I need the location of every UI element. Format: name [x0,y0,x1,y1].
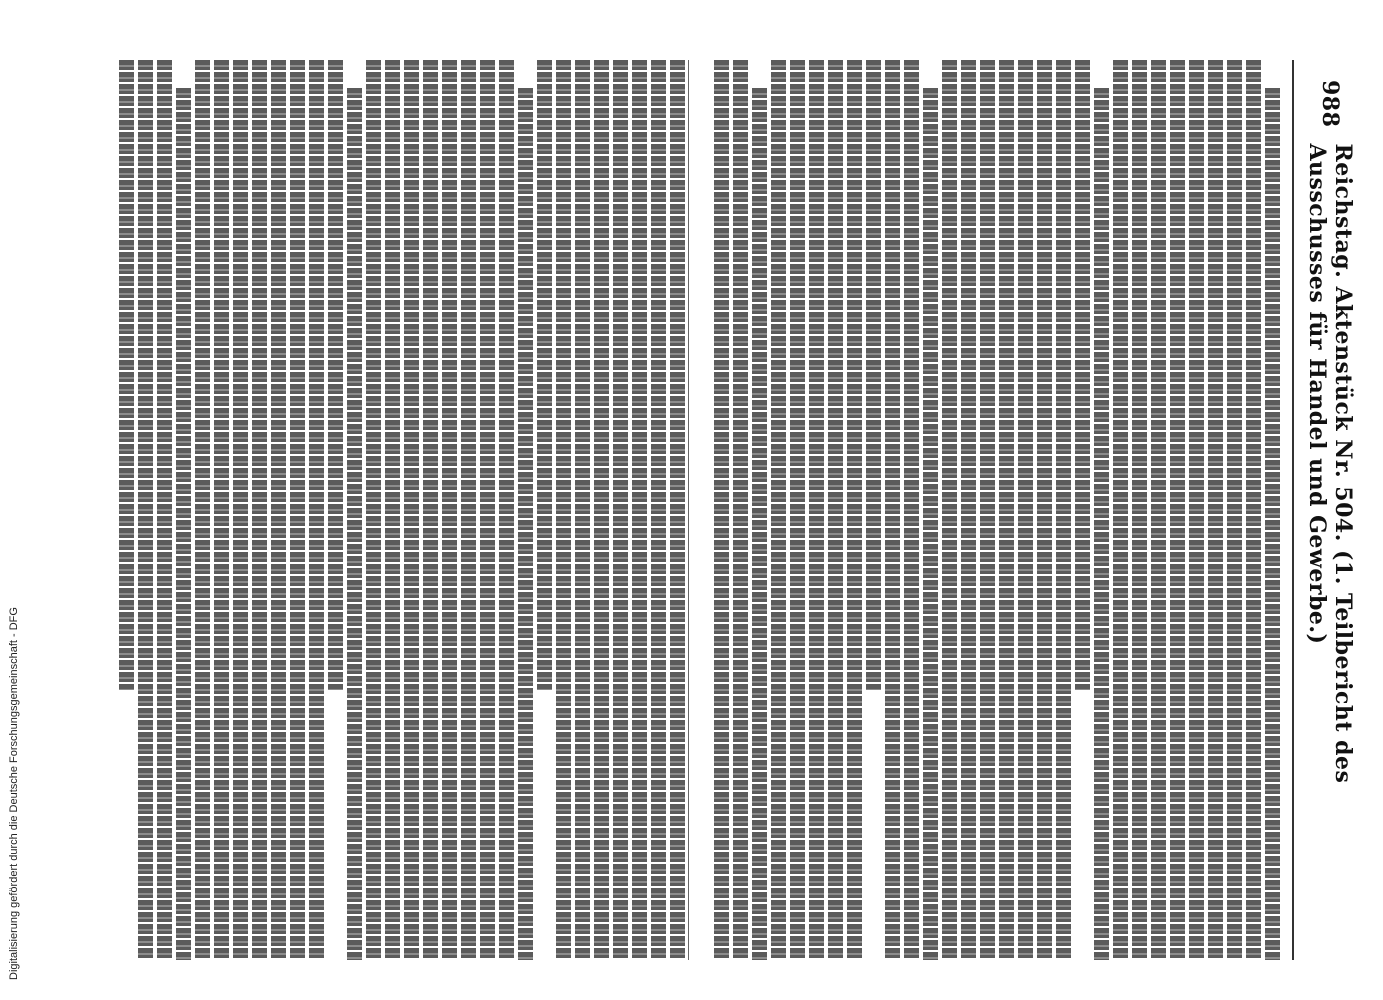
text-line [961,60,976,960]
text-line [733,60,748,960]
text-line [518,88,533,960]
text-line [651,60,666,960]
text-line [385,60,400,960]
text-line [752,88,767,960]
digitization-note: Digitalisierung gefördert durch die Deutsche Forschungsgemeinschaft - DFG [8,607,20,980]
text-column-right [690,60,1280,960]
text-line [1208,60,1223,960]
text-line [290,60,305,960]
text-line [233,60,248,960]
page-title: Reichstag. Aktenstück Nr. 504. (1. Teilbericht des Ausschusses für Handel und Gewerbe.) [1304,143,1356,784]
text-line [1056,60,1071,960]
text-column-left [95,60,685,960]
text-line [347,88,362,960]
text-line [1113,60,1128,960]
text-line [809,60,824,960]
page-number: 988 [1317,80,1343,128]
header-rule [1292,60,1294,960]
text-line [1189,60,1204,960]
text-line [575,60,590,960]
text-line [790,60,805,960]
text-line [480,60,495,960]
text-line [499,60,514,960]
text-line [461,60,476,960]
text-line [1037,60,1052,960]
text-line [119,60,134,690]
text-line [176,88,191,960]
text-line [866,60,881,690]
text-line [1170,60,1185,960]
text-line [423,60,438,960]
text-line [1018,60,1033,960]
page-header [1300,80,1360,940]
text-line [923,88,938,960]
text-line [366,60,381,960]
text-line [1094,88,1109,960]
text-line [1246,60,1261,960]
text-line [1132,60,1147,960]
text-line [828,60,843,960]
text-line [556,60,571,960]
text-line [328,60,343,690]
text-line [442,60,457,960]
text-line [252,60,267,960]
text-line [309,60,324,960]
text-line [594,60,609,960]
text-line [847,60,862,960]
text-line [980,60,995,960]
text-line [885,60,900,960]
text-line [613,60,628,960]
text-line [271,60,286,960]
text-line [632,60,647,960]
text-line [1151,60,1166,960]
text-line [999,60,1014,960]
text-line [1075,60,1090,690]
column-text-right [690,60,1280,960]
text-line [1227,60,1242,960]
text-line [714,60,729,960]
column-divider [688,60,689,960]
text-line [670,60,685,960]
text-line [404,60,419,960]
text-line [771,60,786,960]
text-line [1265,88,1280,960]
text-line [195,60,210,960]
column-text-left [95,60,685,960]
text-line [537,60,552,690]
text-line [942,60,957,960]
text-line [138,60,153,960]
text-line [904,60,919,960]
text-line [214,60,229,960]
text-line [157,60,172,960]
